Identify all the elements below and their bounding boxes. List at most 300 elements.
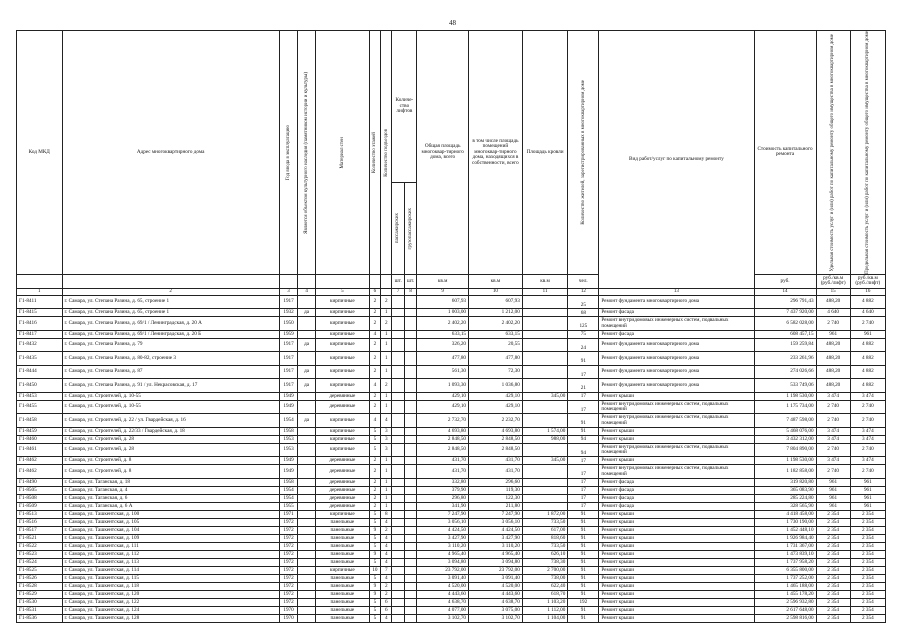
cell-premises-area: 3 102,70 [469, 614, 523, 622]
cell-material: панельные [315, 598, 369, 606]
cell-cost: 6 355 800,00 [754, 566, 816, 574]
cell-work-type: Ремонт внутридомовых инженерных систем, подвальных помещений [599, 414, 754, 428]
cell-year: 1954 [279, 494, 298, 502]
cell-kod: Г1-8523 [17, 550, 63, 558]
cell-total-area: 341,90 [417, 502, 469, 510]
cell-heritage: да [298, 365, 316, 379]
cell-work-type: Ремонт крыши [599, 457, 754, 465]
table-row [17, 379, 886, 393]
cell-year: 1949 [279, 465, 298, 479]
cell-cost: 1 198 530,00 [754, 392, 816, 400]
header-lifts: Количе-ство лифтов [392, 31, 417, 183]
cell-max-cost: 2 354 [850, 590, 885, 598]
table-row [17, 309, 886, 317]
cell-residents: 25 [568, 295, 599, 309]
cell-floors: 2 [369, 400, 380, 414]
cell-year: 1917 [279, 379, 298, 393]
header-max-cost: Предельная стоимость услуг и (или) работ по капитальному ремонту общего имущества в многоквартирном доме [850, 31, 885, 275]
cell-material: кирпичные [315, 352, 369, 366]
cell-floors: 5 [369, 435, 380, 443]
cell-kod: Г1-8459 [17, 427, 63, 435]
cell-year: 1959 [279, 330, 298, 338]
cell-work-type: Ремонт крыши [599, 574, 754, 582]
cell-entrances: 2 [381, 526, 392, 534]
cell-max-cost: 2 354 [850, 558, 885, 566]
cell-roof-area [522, 414, 568, 428]
cell-residents: 17 [568, 457, 599, 465]
cell-cost: 2 596 932,80 [754, 598, 816, 606]
cell-heritage [298, 400, 316, 414]
cell-work-type: Ремонт крыши [599, 590, 754, 598]
cell-floors: 2 [369, 494, 380, 502]
cell-material: кирпичные [315, 379, 369, 393]
cell-premises-area: 2 232,70 [469, 414, 523, 428]
cell-address: г. Самара, ул. Ташкентская, д. 100 [62, 510, 279, 518]
cell-heritage [298, 427, 316, 435]
header-residents: Количество жителей, зарегистрированных в многоквартирном доме [568, 31, 599, 275]
cell-lifts-pass [392, 435, 404, 443]
cell-lifts-pass [392, 457, 404, 465]
cell-lifts-cargo [404, 392, 416, 400]
cell-lifts-pass [392, 534, 404, 542]
header-year: Год ввода в эксплуатацию [279, 31, 298, 275]
cell-cost: 159 259,84 [754, 338, 816, 352]
cell-premises-area: 4 693,80 [469, 427, 523, 435]
cell-residents: 91 [568, 574, 599, 582]
cell-residents: 17 [568, 502, 599, 510]
cell-heritage [298, 598, 316, 606]
cell-lifts-cargo [404, 590, 416, 598]
cell-premises-area: 429,10 [469, 392, 523, 400]
cell-unit-cost: 3 474 [816, 392, 850, 400]
cell-lifts-cargo [404, 526, 416, 534]
cell-heritage [298, 330, 316, 338]
cell-max-cost: 4 640 [850, 309, 885, 317]
cell-max-cost: 2 354 [850, 534, 885, 542]
cell-lifts-pass [392, 526, 404, 534]
cell-kod: Г1-8530 [17, 598, 63, 606]
cell-max-cost: 2 354 [850, 526, 885, 534]
cell-floors: 5 [369, 606, 380, 614]
cell-lifts-cargo [404, 317, 416, 331]
cell-entrances: 4 [381, 518, 392, 526]
cell-work-type: Ремонт крыши [599, 614, 754, 622]
header-lifts-pass: пассажирских [392, 183, 404, 275]
cell-lifts-pass [392, 518, 404, 526]
cell-work-type: Ремонт внутридомовых инженерных систем, подвальных помещений [599, 317, 754, 331]
cell-residents: 17 [568, 494, 599, 502]
unit-residents: чел. [568, 274, 599, 288]
cell-premises-area: 2 402,20 [469, 317, 523, 331]
header-address: Адрес многоквартирного дома [62, 31, 279, 275]
cell-residents: 17 [568, 465, 599, 479]
cell-year: 1972 [279, 582, 298, 590]
cell-total-area: 4 424,50 [417, 526, 469, 534]
cell-floors: 5 [369, 534, 380, 542]
cell-material: деревянные [315, 486, 369, 494]
cell-max-cost: 2 354 [850, 542, 885, 550]
cell-work-type: Ремонт крыши [599, 542, 754, 550]
cell-roof-area [522, 379, 568, 393]
table-row [17, 457, 886, 465]
cell-material: деревянные [315, 502, 369, 510]
cell-total-area: 3 110,20 [417, 542, 469, 550]
cell-cost: 608 457,15 [754, 330, 816, 338]
cell-year: 1949 [279, 400, 298, 414]
cell-premises-area: 4 443,60 [469, 590, 523, 598]
cell-cost: 1 455 178,20 [754, 590, 816, 598]
cell-year: 1958 [279, 478, 298, 486]
cell-year: 1917 [279, 295, 298, 309]
cell-year: 1972 [279, 558, 298, 566]
cell-material: панельные [315, 534, 369, 542]
cell-floors: 5 [369, 427, 380, 435]
cell-premises-area: 607,93 [469, 295, 523, 309]
cell-heritage [298, 457, 316, 465]
cell-roof-area [522, 338, 568, 352]
cell-address: г. Самара, ул. Ташкентская, д. 118 [62, 582, 279, 590]
cell-address: г. Самара, ул. Степана Разина, д. 80-82, строение 3 [62, 352, 279, 366]
cell-heritage [298, 465, 316, 479]
cell-work-type: Ремонт крыши [599, 427, 754, 435]
cell-unit-cost: 488,20 [816, 352, 850, 366]
cell-year: 1972 [279, 590, 298, 598]
cell-max-cost: 2 354 [850, 606, 885, 614]
cell-heritage [298, 352, 316, 366]
cell-entrances: 1 [381, 502, 392, 510]
cell-floors: 2 [369, 457, 380, 465]
table-row [17, 414, 886, 428]
header-heritage: Является объектом культурного наследия (памятником истории и культуры) [298, 31, 316, 275]
cell-kod: Г1-8462 [17, 465, 63, 479]
cell-total-area: 296,80 [417, 494, 469, 502]
cell-max-cost: 2 740 [850, 400, 885, 414]
cell-premises-area: 4 520,00 [469, 582, 523, 590]
cell-residents: 91 [568, 590, 599, 598]
cell-unit-cost: 488,20 [816, 295, 850, 309]
cell-year: 1954 [279, 414, 298, 428]
table-row [17, 542, 886, 550]
cell-max-cost: 2 354 [850, 518, 885, 526]
cell-total-area: 1 003,00 [417, 309, 469, 317]
cell-lifts-pass [392, 598, 404, 606]
cell-lifts-pass [392, 478, 404, 486]
cell-address: г. Самара, ул. Степана Разина, д. 87 [62, 365, 279, 379]
cell-max-cost: 961 [850, 486, 885, 494]
unit-lifts-cargo: шт. [404, 274, 416, 288]
cell-lifts-pass [392, 309, 404, 317]
cell-entrances: 1 [381, 392, 392, 400]
cell-lifts-cargo [404, 614, 416, 622]
cell-max-cost: 4 882 [850, 338, 885, 352]
cell-entrances: 1 [381, 309, 392, 317]
cell-floors: 4 [369, 379, 380, 393]
cell-total-area: 4 520,00 [417, 582, 469, 590]
cell-lifts-cargo [404, 365, 416, 379]
cell-lifts-pass [392, 542, 404, 550]
cell-residents: 91 [568, 534, 599, 542]
cell-kod: Г1-8526 [17, 574, 63, 582]
cell-heritage [298, 295, 316, 309]
cell-max-cost: 2 354 [850, 614, 885, 622]
cell-material: панельные [315, 614, 369, 622]
cell-address: г. Самара, ул. Строителей, д. 10-55 [62, 392, 279, 400]
cell-kod: Г1-8450 [17, 379, 63, 393]
cell-kod: Г1-8529 [17, 590, 63, 598]
cell-total-area: 4 693,80 [417, 427, 469, 435]
cell-work-type: Ремонт фасада [599, 309, 754, 317]
cell-heritage [298, 443, 316, 457]
cell-floors: 9 [369, 550, 380, 558]
cell-lifts-pass [392, 427, 404, 435]
cell-unit-cost: 961 [816, 502, 850, 510]
cell-unit-cost: 2 740 [816, 317, 850, 331]
cell-kod: Г1-8432 [17, 338, 63, 352]
table-row [17, 534, 886, 542]
cell-lifts-pass [392, 606, 404, 614]
cell-total-area: 23 792,00 [417, 566, 469, 574]
cell-roof-area: 733,50 [522, 518, 568, 526]
cell-heritage [298, 550, 316, 558]
table-row [17, 614, 886, 622]
cell-work-type: Ремонт крыши [599, 534, 754, 542]
cell-work-type: Ремонт крыши [599, 510, 754, 518]
cell-residents: 91 [568, 614, 599, 622]
unit-premises-area: кв.м [469, 274, 523, 288]
cell-year: 1917 [279, 352, 298, 366]
cell-floors: 2 [369, 365, 380, 379]
cell-address: г. Самара, ул. Ташкентская, д. 115 [62, 574, 279, 582]
cell-lifts-cargo [404, 309, 416, 317]
cell-kod: Г1-8521 [17, 534, 63, 542]
cell-premises-area: 122,30 [469, 494, 523, 502]
page-number: 48 [449, 19, 456, 27]
cell-material: панельные [315, 558, 369, 566]
cell-lifts-pass [392, 494, 404, 502]
cell-cost: 3 432 312,00 [754, 435, 816, 443]
cell-total-area: 2 732,70 [417, 414, 469, 428]
table-row [17, 558, 886, 566]
cell-entrances: 3 [381, 443, 392, 457]
cell-year: 1917 [279, 365, 298, 379]
cell-max-cost: 2 354 [850, 574, 885, 582]
cell-lifts-cargo [404, 494, 416, 502]
cell-work-type: Ремонт крыши [599, 550, 754, 558]
cell-premises-area: 119,30 [469, 486, 523, 494]
cell-roof-area [522, 400, 568, 414]
cell-year: 1970 [279, 614, 298, 622]
cell-work-type: Ремонт внутридомовых инженерных систем, подвальных помещений [599, 465, 754, 479]
cell-address: г. Самара, ул. Степана Разина, д. 79 [62, 338, 279, 352]
cell-kod: Г1-8455 [17, 400, 63, 414]
cell-floors: 2 [369, 392, 380, 400]
cell-floors: 2 [369, 502, 380, 510]
cell-lifts-cargo [404, 352, 416, 366]
cell-kod: Г1-8415 [17, 309, 63, 317]
cell-unit-cost: 488,20 [816, 379, 850, 393]
cell-kod: Г1-8513 [17, 510, 63, 518]
header-unit-cost: Удельная стоимость услуг и (или) работ по капитальному ремонту общего имущества в многоквартирном доме [816, 31, 850, 275]
cell-unit-cost: 3 474 [816, 457, 850, 465]
cell-total-area: 4 965,40 [417, 550, 469, 558]
cell-lifts-cargo [404, 542, 416, 550]
cell-lifts-pass [392, 574, 404, 582]
cell-max-cost: 2 740 [850, 317, 885, 331]
cell-lifts-pass [392, 443, 404, 457]
cell-kod: Г1-8461 [17, 443, 63, 457]
cell-lifts-cargo [404, 379, 416, 393]
cell-cost: 1 452 448,10 [754, 526, 816, 534]
cell-residents: 21 [568, 379, 599, 393]
cell-roof-area: 617,00 [522, 526, 568, 534]
table-row [17, 435, 886, 443]
table-row [17, 550, 886, 558]
unit-unit-cost: руб./кв.м (руб./лифт) [816, 274, 850, 288]
cell-total-area: 4 443,60 [417, 590, 469, 598]
cell-entrances: 1 [381, 465, 392, 479]
cell-work-type: Ремонт крыши [599, 606, 754, 614]
cell-work-type: Ремонт крыши [599, 598, 754, 606]
cell-entrances: 2 [381, 295, 392, 309]
cell-work-type: Ремонт фасада [599, 494, 754, 502]
cell-address: г. Самара, ул. Степана Разина, д. 65, строение 1 [62, 309, 279, 317]
cell-floors: 5 [369, 574, 380, 582]
cell-entrances: 7 [381, 566, 392, 574]
cell-unit-cost: 4 640 [816, 309, 850, 317]
cell-heritage [298, 558, 316, 566]
cell-material: деревянные [315, 478, 369, 486]
cell-kod: Г1-8458 [17, 414, 63, 428]
cell-heritage [298, 574, 316, 582]
cell-max-cost: 2 740 [850, 465, 885, 479]
cell-entrances: 4 [381, 550, 392, 558]
cell-entrances: 2 [381, 582, 392, 590]
cell-total-area: 332,80 [417, 478, 469, 486]
cell-cost: 1 737 252,00 [754, 574, 816, 582]
cell-residents: 91 [568, 526, 599, 534]
cell-unit-cost: 2 354 [816, 582, 850, 590]
cell-lifts-cargo [404, 435, 416, 443]
cell-entrances: 2 [381, 379, 392, 393]
table-row [17, 486, 886, 494]
cell-residents: 91 [568, 558, 599, 566]
cell-unit-cost: 2 354 [816, 566, 850, 574]
cell-year: 1970 [279, 606, 298, 614]
table-row [17, 352, 886, 366]
cell-cost: 2 598 816,00 [754, 614, 816, 622]
cell-total-area: 3 094,80 [417, 558, 469, 566]
header-floors: Количество этажей [369, 31, 380, 275]
cell-premises-area: 20,55 [469, 338, 523, 352]
cell-lifts-cargo [404, 598, 416, 606]
cell-entrances: 4 [381, 534, 392, 542]
cell-roof-area [522, 365, 568, 379]
cell-heritage: да [298, 338, 316, 352]
cell-max-cost: 2 354 [850, 550, 885, 558]
cell-residents: 75 [568, 330, 599, 338]
cell-lifts-pass [392, 400, 404, 414]
cell-lifts-pass [392, 379, 404, 393]
cell-total-area: 477,80 [417, 352, 469, 366]
cell-unit-cost: 2 354 [816, 534, 850, 542]
cell-kod: Г1-8435 [17, 352, 63, 366]
cell-material: панельные [315, 526, 369, 534]
cell-heritage [298, 317, 316, 331]
cell-max-cost: 2 354 [850, 598, 885, 606]
cell-roof-area [522, 309, 568, 317]
cell-address: г. Самара, ул. Степана Разина, д. 91 / ул. Некрасовская, д. 17 [62, 379, 279, 393]
cell-cost: 1 465 188,00 [754, 582, 816, 590]
cell-lifts-cargo [404, 502, 416, 510]
cell-entrances: 4 [381, 614, 392, 622]
table-row [17, 365, 886, 379]
table-row [17, 590, 886, 598]
table-row [17, 574, 886, 582]
header-work-type: Вид работ/услуг по капитальному ремонту [599, 31, 754, 289]
cell-lifts-pass [392, 582, 404, 590]
cell-entrances: 4 [381, 558, 392, 566]
cell-unit-cost: 2 354 [816, 550, 850, 558]
cell-max-cost: 2 740 [850, 443, 885, 457]
cell-roof-area: 738,00 [522, 574, 568, 582]
cell-roof-area [522, 330, 568, 338]
cell-kod: Г1-8517 [17, 526, 63, 534]
cell-work-type: Ремонт крыши [599, 518, 754, 526]
cell-unit-cost: 2 740 [816, 400, 850, 414]
cell-material: кирпичные [315, 414, 369, 428]
cell-address: г. Самара, ул. Степана Разина, д. 69/1 / Ленинградская, д. 20 Б [62, 330, 279, 338]
cell-premises-area: 431,70 [469, 465, 523, 479]
cell-address: г. Самара, ул. Ташкентская, д. 109 [62, 534, 279, 542]
cell-unit-cost: 2 740 [816, 414, 850, 428]
unit-roof-area: кв.м [522, 274, 568, 288]
cell-lifts-cargo [404, 582, 416, 590]
cell-cost: 233 261,96 [754, 352, 816, 366]
cell-floors: 9 [369, 590, 380, 598]
cell-entrances: 1 [381, 352, 392, 366]
cell-lifts-cargo [404, 295, 416, 309]
cell-residents: 192 [568, 598, 599, 606]
header-material: Материал стен [315, 31, 369, 275]
cell-total-area: 1 093,30 [417, 379, 469, 393]
cell-entrances: 2 [381, 590, 392, 598]
cell-lifts-cargo [404, 457, 416, 465]
cell-heritage [298, 542, 316, 550]
cell-max-cost: 3 474 [850, 427, 885, 435]
cell-material: деревянные [315, 465, 369, 479]
cell-lifts-cargo [404, 550, 416, 558]
cell-lifts-pass [392, 502, 404, 510]
cell-material: деревянные [315, 400, 369, 414]
table-row [17, 443, 886, 457]
cell-residents: 91 [568, 427, 599, 435]
cell-entrances: 6 [381, 598, 392, 606]
cell-lifts-pass [392, 558, 404, 566]
cell-entrances: 4 [381, 414, 392, 428]
cell-cost: 1 182 858,00 [754, 465, 816, 479]
cell-entrances: 4 [381, 542, 392, 550]
unit-max-cost: руб./кв.м (руб./лифт) [850, 274, 885, 288]
cell-address: г. Самара, ул. Строителей, д. 22/33 / Гвардейская, д. 18 [62, 427, 279, 435]
cell-total-area: 2 402,20 [417, 317, 469, 331]
table-row [17, 338, 886, 352]
cell-max-cost: 961 [850, 330, 885, 338]
cell-cost: 6 582 028,00 [754, 317, 816, 331]
cell-material: кирпичные [315, 365, 369, 379]
cell-address: г. Самара, ул. Степана Разина, д. 69/1 / Ленинградская, д. 20 А [62, 317, 279, 331]
cell-residents: 125 [568, 317, 599, 331]
cell-max-cost: 4 882 [850, 295, 885, 309]
